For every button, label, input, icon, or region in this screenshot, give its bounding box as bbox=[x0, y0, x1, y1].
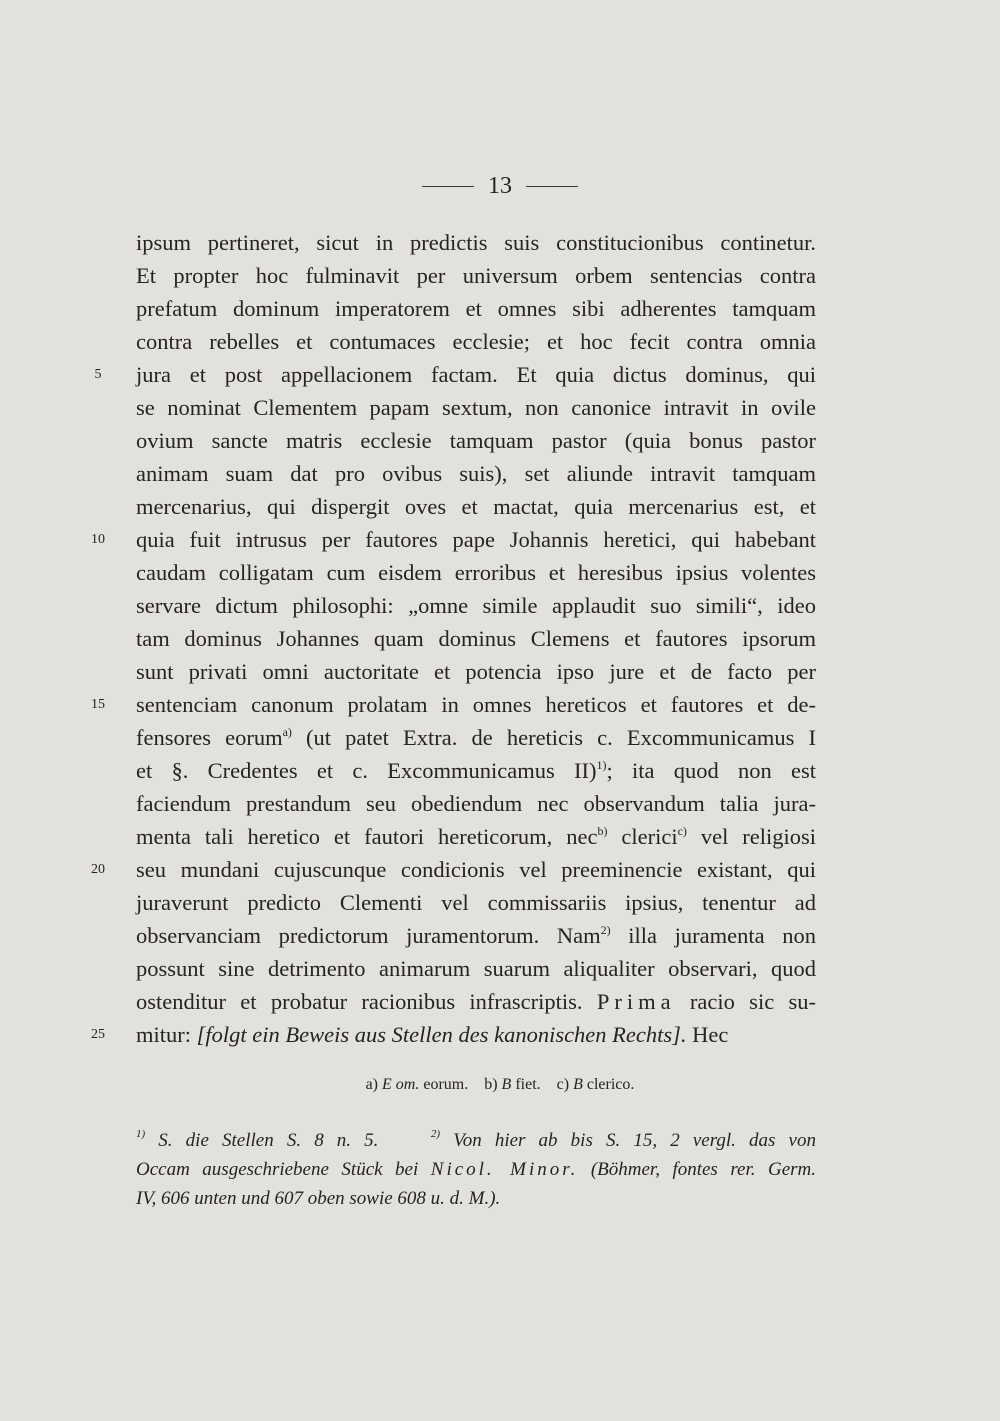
body-line: animam suam dat pro ovibus suis), set aliunde intravit tamquam bbox=[136, 461, 816, 486]
line-number: 25 bbox=[91, 1027, 105, 1042]
body-line bbox=[136, 1018, 816, 1051]
body-line: Et propter hoc fulminavit per universum orbem sentencias contra bbox=[136, 263, 816, 288]
body-line: mercenarius, qui dispergit oves et mactat, quia mercenarius est, et bbox=[136, 494, 816, 519]
footnote-ref-1: 1) bbox=[596, 758, 607, 772]
body-line bbox=[136, 721, 816, 754]
text-run: et §. Credentes et c. Excommunicamus II) bbox=[136, 758, 597, 783]
text-run: mitur: bbox=[136, 1022, 197, 1047]
body-line: juraverunt predicto Clementi vel commissariis ipsius, tenentur ad bbox=[136, 890, 816, 915]
body-line bbox=[136, 754, 816, 787]
line-number: 20 bbox=[91, 862, 105, 877]
body-line: jura et post appellacionem factam. Et quia dictus dominus, qui bbox=[136, 362, 816, 387]
text-run: ostenditur et probatur racionibus infrascriptis. bbox=[136, 989, 597, 1014]
text-run: fensores eorum bbox=[136, 725, 283, 750]
body-line: quia fuit intrusus per fautores pape Johannis heretici, qui habebant bbox=[136, 527, 816, 552]
footnote-text: Von hier ab bis S. 15, 2 vergl. das von bbox=[440, 1130, 816, 1151]
body-line bbox=[136, 985, 816, 1018]
text-run: observanciam predictorum juramentorum. Nam bbox=[136, 923, 601, 948]
spaced-name: Nicol. Minor. bbox=[430, 1159, 579, 1180]
footnote-text: Occam ausgeschriebene Stück bei bbox=[136, 1159, 431, 1180]
variant-label: a) bbox=[365, 1076, 379, 1093]
line-number: 5 bbox=[94, 367, 102, 382]
body-line: possunt sine detrimento animarum suarum aliqualiter observari, quod bbox=[136, 956, 816, 981]
footnote-text: S. die Stellen S. 8 n. 5. bbox=[145, 1130, 379, 1151]
text-run: vel religiosi bbox=[686, 824, 816, 849]
variant-text: fiet. bbox=[515, 1076, 541, 1093]
footnote-text: (Böhmer, fontes rer. Germ. bbox=[578, 1159, 816, 1180]
variant-notes bbox=[0, 1076, 1000, 1094]
variant-sigil: B bbox=[501, 1076, 512, 1093]
variant-ref-a: a) bbox=[282, 725, 292, 739]
body-line: faciendum prestandum seu obediendum nec observandum talia jura- bbox=[136, 791, 816, 816]
body-line: prefatum dominum imperatorem et omnes sibi adherentes tamquam bbox=[136, 296, 816, 321]
header-rule-left bbox=[422, 186, 474, 187]
variant-sigil: E om. bbox=[382, 1076, 420, 1093]
footnote-mark: 1) bbox=[136, 1128, 146, 1140]
variant-text: eorum. bbox=[423, 1076, 469, 1093]
variant-sigil: B bbox=[573, 1076, 583, 1093]
variant-text: clerico. bbox=[586, 1076, 635, 1093]
text-run: illa juramenta non bbox=[610, 923, 816, 948]
text-run: menta tali heretico et fautori hereticorum, nec bbox=[136, 824, 598, 849]
body-line: sunt privati omni auctoritate et potencia ipso jure et de facto per bbox=[136, 659, 816, 684]
body-line bbox=[136, 820, 816, 853]
body-line: caudam colligatam cum eisdem erroribus et heresibus ipsius volentes bbox=[136, 560, 816, 585]
footnote-line bbox=[136, 1155, 816, 1184]
footnote-line: IV, 606 unten und 607 oben sowie 608 u. d. M.). bbox=[136, 1188, 501, 1209]
body-line: sentenciam canonum prolatam in omnes hereticos et fautores et de- bbox=[136, 692, 816, 717]
line-number: 15 bbox=[91, 697, 105, 712]
footnote-ref-2: 2) bbox=[600, 923, 611, 937]
variant-label: c) bbox=[556, 1076, 570, 1093]
variant-ref-c: c) bbox=[677, 824, 687, 838]
body-line: seu mundani cujuscunque condicionis vel preeminencie existant, qui bbox=[136, 857, 816, 882]
variant-label: b) bbox=[484, 1076, 498, 1093]
editorial-insert: [folgt ein Beweis aus Stellen des kanonischen Rechts]. bbox=[196, 1022, 687, 1047]
body-line: se nominat Clementem papam sextum, non canonice intravit in ovile bbox=[136, 395, 816, 420]
footnote-mark: 2) bbox=[430, 1128, 441, 1140]
text-run: racio sic su- bbox=[675, 989, 816, 1014]
variant-ref-b: b) bbox=[597, 824, 608, 838]
body-line: ovium sancte matris ecclesie tamquam pastor (quia bonus pastor bbox=[136, 428, 816, 453]
body-line: contra rebelles et contumaces ecclesie; et hoc fecit contra omnia bbox=[136, 329, 816, 354]
text-run: (ut patet Extra. de hereticis c. Excommunicamus I bbox=[291, 725, 816, 750]
page-header bbox=[0, 172, 1000, 200]
body-line bbox=[136, 919, 816, 952]
header-rule-right bbox=[526, 186, 578, 187]
footnote-line bbox=[136, 1126, 816, 1155]
body-line: ipsum pertineret, sicut in predictis suis constitucionibus continetur. bbox=[136, 230, 816, 255]
body-line: tam dominus Johannes quam dominus Clemens et fautores ipsorum bbox=[136, 626, 816, 651]
text-run: ; ita quod non est bbox=[606, 758, 817, 783]
line-number: 10 bbox=[91, 532, 105, 547]
page-number: 13 bbox=[488, 172, 512, 199]
spaced-word: Prima bbox=[596, 989, 676, 1014]
text-run: Hec bbox=[686, 1022, 729, 1047]
body-line: servare dictum philosophi: „omne simile applaudit suo simili“, ideo bbox=[136, 593, 816, 618]
text-run: clerici bbox=[607, 824, 678, 849]
